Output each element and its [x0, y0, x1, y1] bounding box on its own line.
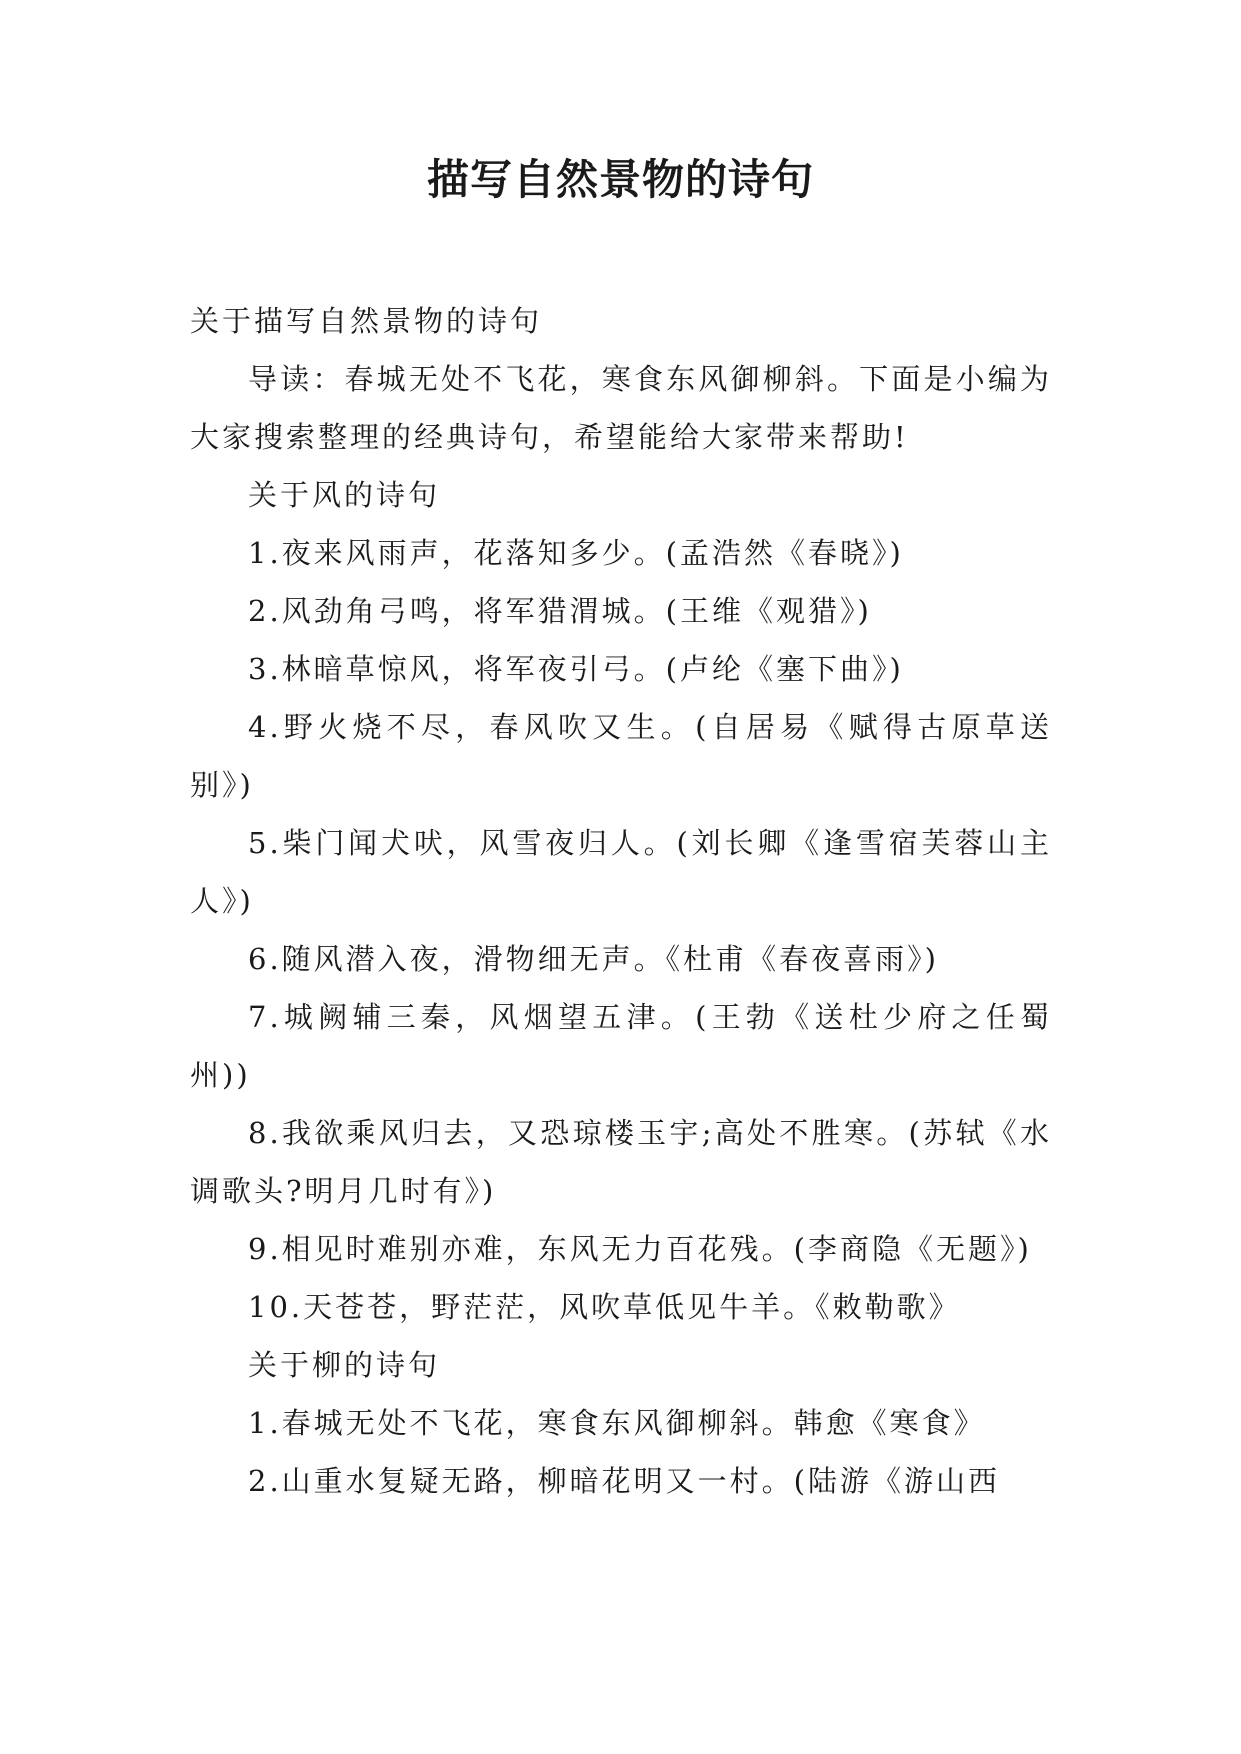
list-item: 6.随风潜入夜，滑物细无声。《杜甫《春夜喜雨》) [248, 942, 939, 976]
intro-paragraph: 导读：春城无处不飞花，寒食东风御柳斜。下面是小编为大家搜索整理的经典诗句，希望能给大家带来帮助! [190, 362, 1052, 454]
list-item: 5.柴门闻犬吠，风雪夜归人。(刘长卿《逢雪宿芙蓉山主人》) [190, 826, 1052, 918]
list-item: 1.夜来风雨声，花落知多少。(孟浩然《春晓》) [248, 536, 904, 570]
section-heading-wind: 关于风的诗句 [248, 478, 441, 512]
list-item: 4.野火烧不尽，春风吹又生。(自居易《赋得古原草送别》) [190, 710, 1052, 802]
document-title: 描写自然景物的诗句 [426, 155, 814, 204]
list-item: 9.相见时难别亦难，东风无力百花残。(李商隐《无题》) [248, 1232, 1032, 1266]
list-item: 2.山重水复疑无路，柳暗花明又一村。(陆游《游山西 [248, 1464, 1000, 1498]
list-item: 10.天苍苍，野茫茫，风吹草低见牛羊。《敕勒歌》 [248, 1290, 961, 1324]
document-body [190, 292, 1052, 1510]
list-item: 2.风劲角弓鸣，将军猎渭城。(王维《观猎》) [248, 594, 872, 628]
list-item: 3.林暗草惊风，将军夜引弓。(卢纶《塞下曲》) [248, 652, 904, 686]
list-item: 1.春城无处不飞花，寒食东风御柳斜。韩愈《寒食》 [248, 1406, 986, 1440]
list-item: 7.城阙辅三秦，风烟望五津。(王勃《送杜少府之任蜀州)) [190, 1000, 1052, 1092]
section-heading-willow: 关于柳的诗句 [248, 1348, 441, 1382]
list-item: 8.我欲乘风归去，又恐琼楼玉宇;高处不胜寒。(苏轼《水调歌头?明月几时有》) [190, 1116, 1052, 1208]
document-subtitle: 关于描写自然景物的诗句 [190, 304, 543, 338]
